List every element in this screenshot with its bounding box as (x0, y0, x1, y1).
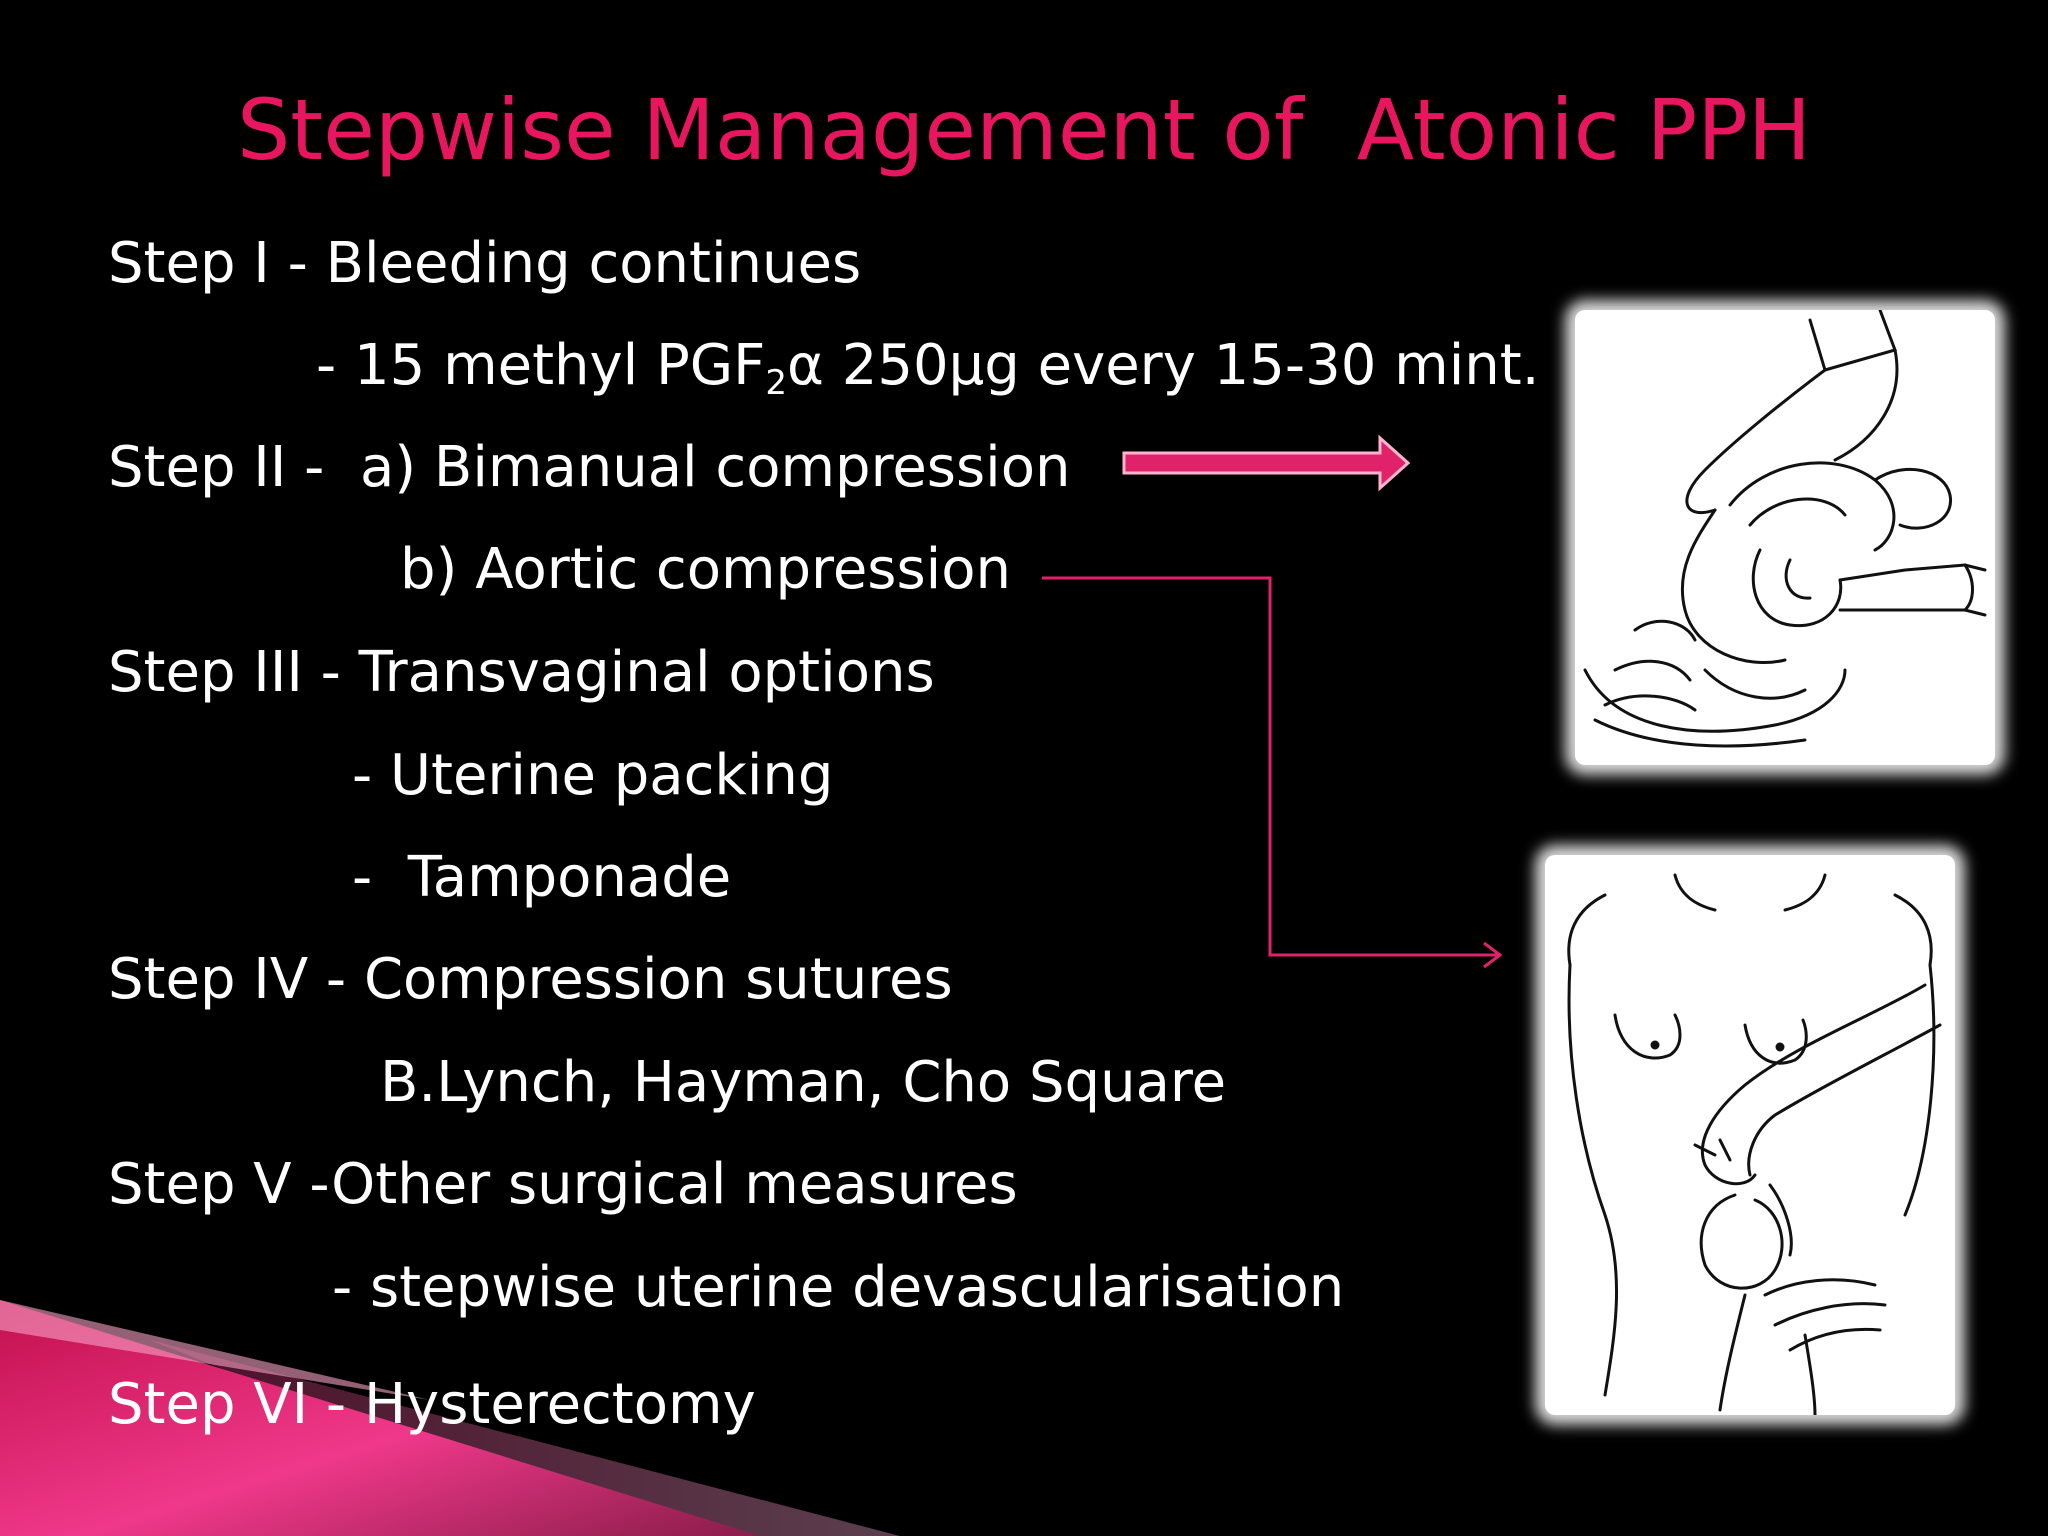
slide-title: Stepwise Management of Atonic PPH (236, 81, 1812, 179)
bimanual-arrow (1124, 438, 1408, 488)
step-5-detail: - stepwise uterine devascularisation (332, 1255, 1345, 1320)
aortic-compression-illustration (1545, 855, 1955, 1415)
step-2-b-line: b) Aortic compression (400, 537, 1011, 602)
step-3-tamponade: - Tamponade (352, 845, 732, 910)
step-1-detail-b: α 250μg every 15-30 mint. (787, 333, 1540, 398)
step-5-line: Step V -Other surgical measures (108, 1152, 1018, 1217)
step-6-line: Step VI - Hysterectomy (108, 1372, 756, 1437)
aortic-connector-line (1042, 578, 1500, 955)
step-3-packing: - Uterine packing (352, 743, 834, 808)
step-2-line: Step II - a) Bimanual compression (108, 435, 1071, 500)
subscript-2: 2 (765, 363, 788, 403)
bimanual-compression-illustration (1575, 310, 1995, 765)
step-1-detail-a: - 15 methyl PGF (316, 333, 766, 398)
bimanual-drawing (1575, 310, 1995, 765)
aortic-drawing (1545, 855, 1955, 1415)
step-3-line: Step III - Transvaginal options (108, 640, 935, 705)
step-4-detail: B.Lynch, Hayman, Cho Square (380, 1050, 1227, 1115)
step-1-line: Step I - Bleeding continues (108, 231, 862, 296)
step-4-line: Step IV - Compression sutures (108, 947, 953, 1012)
